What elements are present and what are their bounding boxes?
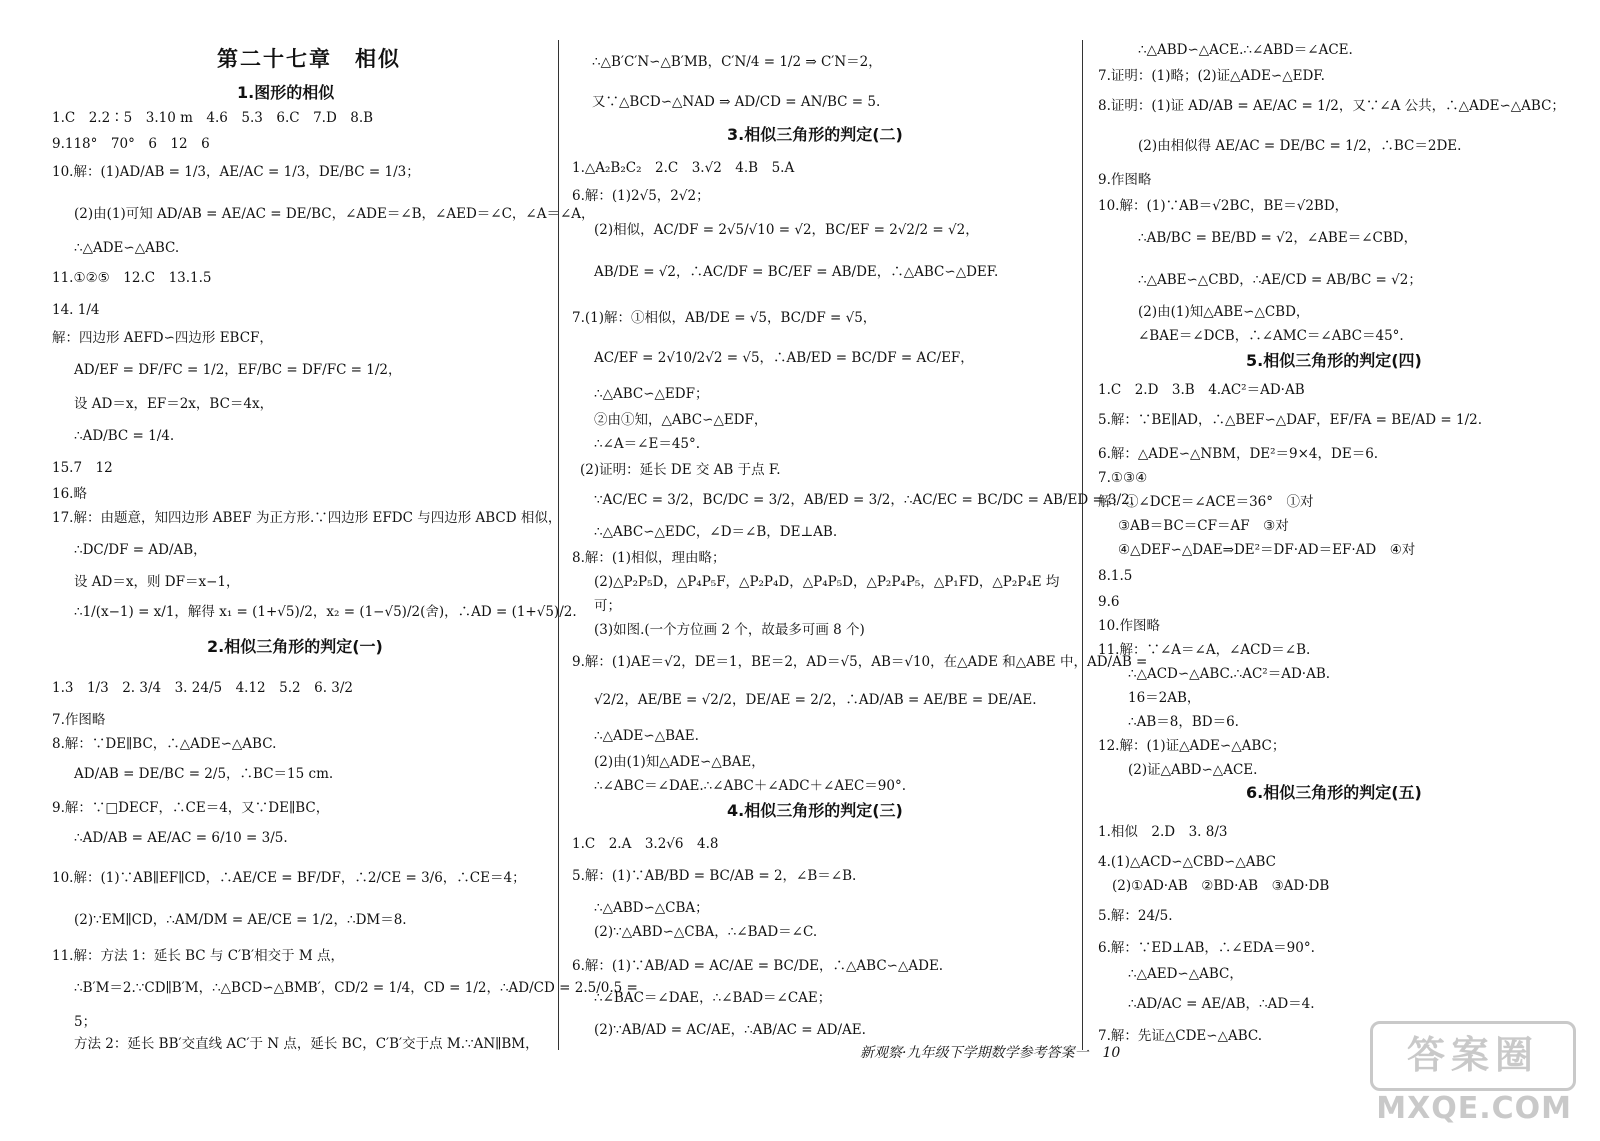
column-divider-right [1082, 40, 1083, 1050]
answer-line: 1.C 2.D 3.B 4.AC²＝AD·AB [1098, 382, 1305, 398]
answer-line: (2)证明：延长 DE 交 AB 于点 F. [580, 462, 781, 478]
answer-line: ∴B′M＝2.∵CD∥B′M，∴△BCD∽△BMB′，CD/2 = 1/4，CD = 1/2，∴AD/CD = 2.5/0.5 = [74, 980, 638, 996]
answer-line: ∴AB＝8，BD＝6. [1128, 714, 1239, 730]
answer-line: (2)①AD·AB ②BD·AB ③AD·DB [1112, 878, 1330, 894]
answer-line: ③AB＝BC＝CF＝AF ③对 [1118, 518, 1289, 534]
answer-line: ②由①知，△ABC∽△EDF， [594, 412, 768, 428]
answer-line: ∴△ABD∽△CBA； [594, 900, 709, 916]
page-footer: 新观察·九年级下学期数学参考答案一 10 [860, 1045, 1121, 1061]
answer-line: ∴AB/BC = BE/BD = √2，∠ABE＝∠CBD， [1138, 230, 1418, 246]
watermark-url: MXQE.COM [1376, 1091, 1572, 1126]
answer-line: 6.解：(1)2√5，2√2； [572, 188, 710, 204]
answer-line: ∴△ABD∽△ACE.∴∠ABD＝∠ACE. [1138, 42, 1353, 58]
answer-line: 方法 2：延长 BB′交直线 AC′于 N 点，延长 BC，C′B′交于点 M.∵AN∥BM， [74, 1036, 539, 1052]
answer-line: 解：四边形 AEFD∽四边形 EBCF， [52, 330, 273, 346]
answer-line: ∴AD/BC = 1/4. [74, 428, 175, 444]
answer-line: (2)∵AB/AD = AC/AE，∴AB/AC = AD/AE. [594, 1022, 866, 1038]
answer-line: ④△DEF∽△DAE⇒DE²＝DF·AD＝EF·AD ④对 [1118, 542, 1416, 558]
answer-line: AD/AB = DE/BC = 2/5，∴BC＝15 cm. [74, 766, 334, 782]
section-heading: 4.相似三角形的判定(三) [727, 801, 903, 820]
answer-line: 解：①∠DCE＝∠ACE＝36° ①对 [1098, 494, 1314, 510]
answer-line: 9.解：(1)AE＝√2，DE＝1，BE＝2，AD＝√5，AB＝√10，在△ADE 和△ABE 中，AD/AB = [572, 654, 1148, 670]
answer-line: 16.略 [52, 486, 87, 502]
watermark-logo [1376, 1021, 1576, 1131]
answer-line: 10.作图略 [1098, 618, 1160, 634]
answer-line: AD/EF = DF/FC = 1/2，EF/BC = DF/FC = 1/2， [74, 362, 402, 378]
answer-line: 9.作图略 [1098, 172, 1152, 188]
answer-line: 1.3 1/3 2. 3/4 3. 24/5 4.12 5.2 6. 3/2 [52, 680, 354, 696]
answer-line: 6.解：△ADE∽△NBM，DE²＝9×4，DE＝6. [1098, 446, 1379, 462]
answer-line: AC/EF = 2√10/2√2 = √5，∴AB/ED = BC/DF = AC/EF， [594, 350, 974, 366]
answer-line: 10.解：(1)∵AB∥EF∥CD，∴AE/CE = BF/DF，∴2/CE = 3/6，∴CE＝4； [52, 870, 526, 886]
answer-line: 8.证明：(1)证 AD/AB = AE/AC = 1/2，又∵∠A 公共，∴△ADE∽△ABC； [1098, 98, 1565, 114]
answer-line: 5.解：(1)∵AB/BD = BC/AB = 2，∠B＝∠B. [572, 868, 857, 884]
answer-line: (2)∵△ABD∽△CBA，∴∠BAD＝∠C. [594, 924, 818, 940]
answer-line: 可； [594, 598, 621, 614]
answer-line: 10.解：(1)∵AB＝√2BC，BE＝√2BD， [1098, 198, 1349, 214]
answer-line: 6.解：∵ED⊥AB，∴∠EDA＝90°. [1098, 940, 1315, 956]
answer-line: ∴AD/AB = AE/AC = 6/10 = 3/5. [74, 830, 288, 846]
answer-line: (3)如图.(一个方位画 2 个，故最多可画 8 个) [594, 622, 865, 638]
section-heading: 2.相似三角形的判定(一) [207, 637, 383, 656]
answer-column-3 [1098, 0, 1570, 1141]
answer-line: 7.解：先证△CDE∽△ABC. [1098, 1028, 1263, 1044]
answer-line: ∴△AED∽△ABC， [1128, 966, 1243, 982]
answer-line: ∵AC/EC = 3/2，BC/DC = 3/2，AB/ED = 3/2，∴AC/EC = BC/DC = AB/ED = 3/2， [594, 492, 1144, 508]
answer-line: 9.6 [1098, 594, 1120, 610]
answer-line: ∴△ABE∽△CBD，∴AE/CD = AB/BC = √2； [1138, 272, 1422, 288]
answer-line: ∠BAE＝∠DCB，∴∠AMC＝∠ABC＝45°. [1138, 328, 1404, 344]
answer-line: ∴AD/AC = AE/AB，∴AD＝4. [1128, 996, 1315, 1012]
answer-line: ∴1/(x−1) = x/1，解得 x₁ = (1+√5)/2，x₂ = (1−√5)/2(舍)，∴AD = (1+√5)/2. [74, 604, 577, 620]
answer-line: (2)由(1)可知 AD/AB = AE/AC = DE/BC，∠ADE＝∠B，∠AED＝∠C，∠A＝∠A， [74, 206, 595, 222]
answer-line: ∴△ABC∽△EDC，∠D＝∠B，DE⊥AB. [594, 524, 838, 540]
section-heading: 6.相似三角形的判定(五) [1246, 783, 1422, 802]
answer-line: 又∵△BCD∽△NAD ⇒ AD/CD = AN/BC = 5. [592, 94, 881, 110]
answer-line: 14. 1/4 [52, 302, 100, 318]
answer-line: 10.解：(1)AD/AB = 1/3，AE/AC = 1/3，DE/BC = 1/3； [52, 164, 420, 180]
answer-line: (2)由(1)知△ADE∽△BAE， [594, 754, 765, 770]
answer-line: AB/DE = √2，∴AC/DF = BC/EF = AB/DE，∴△ABC∽△DEF. [594, 264, 999, 280]
answer-line: 16＝2AB， [1128, 690, 1201, 706]
answer-line: 4.(1)△ACD∽△CBD∽△ABC [1098, 854, 1276, 870]
answer-line: 8.解：∵DE∥BC，∴△ADE∽△ABC. [52, 736, 277, 752]
answer-line: (2)△P₂P₅D，△P₄P₅F，△P₂P₄D，△P₄P₅D，△P₂P₄P₅，△P₁FD，△P₂P₄E 均 [594, 574, 1060, 590]
section-heading: 3.相似三角形的判定(二) [727, 125, 903, 144]
answer-line: (2)证△ABD∽△ACE. [1128, 762, 1258, 778]
answer-line: 11.解：∵∠A＝∠A，∠ACD＝∠B. [1098, 642, 1311, 658]
answer-line: 12.解：(1)证△ADE∽△ABC； [1098, 738, 1286, 754]
answer-line: 5； [74, 1014, 97, 1030]
answer-line: ∴△ADE∽△BAE. [594, 728, 699, 744]
answer-line: (2)相似，AC/DF = 2√5/√10 = √2，BC/EF = 2√2/2 = √2， [594, 222, 979, 238]
answer-line: 15.7 12 [52, 460, 113, 476]
answer-line: 7.作图略 [52, 712, 106, 728]
answer-line: 1.相似 2.D 3. 8/3 [1098, 824, 1228, 840]
answer-line: 1.C 2.2∶5 3.10 m 4.6 5.3 6.C 7.D 8.B [52, 110, 374, 126]
answer-line: ∴△ADE∽△ABC. [74, 240, 180, 256]
answer-line: 9.解：∵□DECF，∴CE＝4，又∵DE∥BC， [52, 800, 330, 816]
chapter-title: 第二十七章 相似 [217, 47, 401, 71]
section-heading: 1.图形的相似 [237, 83, 335, 102]
answer-line: ∴△B′C′N∽△B′MB，C′N/4 = 1/2 ⇒ C′N＝2， [592, 54, 882, 70]
answer-line: 设 AD＝x，EF＝2x，BC＝4x， [74, 396, 274, 412]
column-divider-left [558, 40, 559, 1050]
answer-line: (2)∵EM∥CD，∴AM/DM = AE/CE = 1/2，∴DM＝8. [74, 912, 407, 928]
answer-line: 1.C 2.A 3.2√6 4.8 [572, 836, 719, 852]
answer-line: ∴∠BAC＝∠DAE，∴∠BAD＝∠CAE； [594, 990, 832, 1006]
answer-line: 11.解：方法 1：延长 BC 与 C′B′相交于 M 点， [52, 948, 345, 964]
section-heading: 5.相似三角形的判定(四) [1246, 351, 1422, 370]
answer-column-1 [52, 0, 638, 1141]
answer-line: 1.△A₂B₂C₂ 2.C 3.√2 4.B 5.A [572, 160, 795, 176]
answer-line: 7.(1)解：①相似，AB/DE = √5，BC/DF = √5， [572, 310, 877, 326]
answer-line: 设 AD＝x，则 DF＝x−1， [74, 574, 240, 590]
answer-line: 5.解：24/5. [1098, 908, 1173, 924]
answer-line: 9.118° 70° 6 12 6 [52, 136, 210, 152]
answer-line: 17.解：由题意，知四边形 ABEF 为正方形.∵四边形 EFDC 与四边形 ABCD 相似， [52, 510, 562, 526]
answer-line: 8.1.5 [1098, 568, 1133, 584]
answer-line: 7.①③④ [1098, 470, 1148, 486]
answer-line: 6.解：(1)∵AB/AD = AC/AE = BC/DE，∴△ABC∽△ADE. [572, 958, 944, 974]
watermark-text: 答案圈 [1370, 1021, 1576, 1091]
answer-line: 5.解：∵BE∥AD，∴△BEF∽△DAF，EF/FA = BE/AD = 1/2. [1098, 412, 1483, 428]
answer-line: ∴∠A＝∠E＝45°. [594, 436, 701, 452]
answer-line: 7.证明：(1)略；(2)证△ADE∽△EDF. [1098, 68, 1325, 84]
answer-line: 11.①②⑤ 12.C 13.1.5 [52, 270, 212, 286]
answer-line: √2/2，AE/BE = √2/2，DE/AE = 2/2，∴AD/AB = AE/BE = DE/AE. [594, 692, 1037, 708]
answer-line: ∴∠ABC＝∠DAE.∴∠ABC＋∠ADC＋∠AEC＝90°. [594, 778, 907, 794]
answer-line: 8.解：(1)相似，理由略； [572, 550, 726, 566]
answer-line: ∴△ACD∽△ABC.∴AC²＝AD·AB. [1128, 666, 1331, 682]
answer-line: ∴DC/DF = AD/AB， [74, 542, 207, 558]
answer-line: ∴△ABC∽△EDF； [594, 386, 709, 402]
answer-line: (2)由(1)知△ABE∽△CBD， [1138, 304, 1310, 320]
answer-line: (2)由相似得 AE/AC = DE/BC = 1/2，∴BC＝2DE. [1138, 138, 1462, 154]
